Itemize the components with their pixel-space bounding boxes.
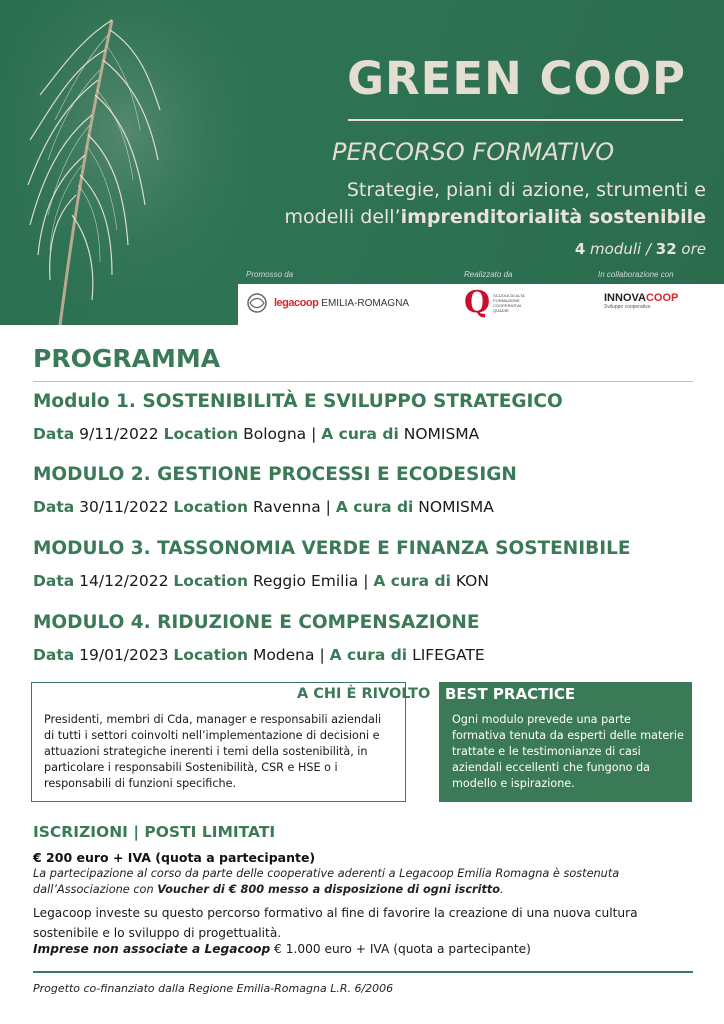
registration-title: ISCRIZIONI | POSTI LIMITATI [33, 823, 276, 841]
module-location: Modena [252, 646, 315, 664]
legacoop-paragraph: Legacoop investe su questo percorso formativo al fine di favorire la creazione di una nuova cultura sostenibile e lo sviluppo di progettualità. [33, 906, 638, 940]
voucher-highlight: Voucher di € 800 messo a disposizione di ogni iscritto [157, 882, 501, 896]
legacoop-brand: legacoop [274, 297, 319, 309]
innovacoop-logo [604, 292, 678, 310]
footer-divider [33, 971, 693, 973]
date-label: Data [33, 646, 75, 664]
course-hours [575, 240, 706, 258]
module-curator: NOMISMA [403, 425, 480, 443]
modules-label: moduli / [585, 240, 656, 258]
voucher-note-end: . [500, 882, 504, 896]
collaboration-label: In collaborazione con [598, 270, 674, 279]
description-line-1: Strategie, piani di azione, strumenti e [346, 179, 706, 201]
course-subtitle: PERCORSO FORMATIVO [332, 138, 615, 166]
description-text: modelli dell’ [284, 206, 401, 228]
legacoop-mark-icon [246, 292, 268, 314]
innovacoop-tagline: Sviluppo cooperativo [604, 304, 651, 310]
legacoop-logo [246, 292, 409, 314]
date-label: Data [33, 498, 75, 516]
module-curator: KON [455, 572, 489, 590]
module-3-title: MODULO 3. TASSONOMIA VERDE E FINANZA SOSTENIBILE [33, 538, 631, 559]
module-location: Bologna [243, 425, 307, 443]
module-curator: NOMISMA [418, 498, 494, 516]
module-date: 30/11/2022 [79, 498, 169, 516]
quadir-text: SCUOLA DI ALTA FORMAZIONE COOPERATIVA QUADIR [493, 293, 525, 313]
module-date: 14/12/2022 [79, 572, 169, 590]
promoted-by-label: Promosso da [246, 270, 294, 279]
made-by-label: Realizzato da [464, 270, 513, 279]
target-audience-title: A CHI È RIVOLTO [297, 686, 431, 702]
target-audience-text: Presidenti, membri di Cda, manager e responsabili aziendali di tutti i settori coinvolti nell’implementazione di decisioni e attuazioni strategiche inerenti i temi della sostenibilità, in particolare i responsabili Sostenibilità, CSR e HSE o i responsabili di funzioni specifiche. [44, 713, 382, 790]
title-divider [348, 119, 683, 121]
module-location: Ravenna [252, 498, 321, 516]
module-date: 19/01/2023 [79, 646, 169, 664]
best-practice-title: BEST PRACTICE [445, 685, 576, 703]
program-title: PROGRAMMA [33, 344, 221, 373]
module-4-info: Data 19/01/2023 Location Modena | A cura di LIFEGATE [33, 646, 485, 664]
hours-count: 32 [655, 240, 677, 258]
location-label: Location [173, 646, 249, 664]
non-associated-label: Imprese non associate a Legacoop [33, 942, 271, 956]
location-label: Location [173, 572, 249, 590]
module-3-info: Data 14/12/2022 Location Reggio Emilia | A cura di KON [33, 572, 489, 590]
date-label: Data [33, 425, 75, 443]
module-2-info: Data 30/11/2022 Location Ravenna | A cura di NOMISMA [33, 498, 494, 516]
location-label: Location [163, 425, 239, 443]
module-4-title: MODULO 4. RIDUZIONE E COMPENSAZIONE [33, 612, 480, 633]
hours-label: ore [676, 240, 706, 258]
coop-text: COOP [645, 292, 679, 304]
date-label: Data [33, 572, 75, 590]
module-1-info: Data 9/11/2022 Location Bologna | A cura di NOMISMA [33, 425, 480, 443]
modules-count: 4 [574, 240, 586, 258]
partner-logos [238, 284, 724, 325]
footer-note: Progetto co-finanziato dalla Regione Emilia-Romagna L.R. 6/2006 [33, 982, 394, 995]
description-line-2 [285, 204, 707, 231]
voucher-note [33, 866, 693, 897]
course-description [285, 177, 707, 231]
location-label: Location [173, 498, 249, 516]
module-1-title: Modulo 1. SOSTENIBILITÀ E SVILUPPO STRATEGICO [33, 391, 563, 412]
module-location: Reggio Emilia [252, 572, 359, 590]
registration-price: € 200 euro + IVA (quota a partecipante) [33, 850, 316, 865]
best-practice-text: Ogni modulo prevede una parte formativa tenuta da esperti delle materie trattate e le testimonianze di casi aziendali eccellenti che fungono da modello e ispirazione. [452, 713, 684, 790]
innova-text: INNOVA [604, 292, 646, 304]
non-associated-amount: € 1.000 euro + IVA (quota a partecipante) [270, 942, 531, 956]
module-2-title: MODULO 2. GESTIONE PROCESSI E ECODESIGN [33, 464, 517, 485]
curator-label: A cura di [321, 425, 399, 443]
program-divider [33, 381, 693, 382]
quadir-logo [464, 285, 533, 320]
voucher-note-text: La partecipazione al corso da parte delle cooperative aderenti a Legacoop Emilia Romagna è sostenuta dall’Associazione con [33, 867, 620, 896]
non-associated-price [33, 942, 531, 956]
curator-label: A cura di [329, 646, 408, 664]
curator-label: A cura di [335, 498, 414, 516]
hero-banner [0, 0, 724, 325]
pampas-grass-image [0, 0, 250, 325]
legacoop-region: EMILIA-ROMAGNA [321, 297, 410, 309]
innovacoop-brand [604, 292, 678, 304]
page-title: GREEN COOP [347, 52, 686, 105]
curator-label: A cura di [373, 572, 451, 590]
module-curator: LIFEGATE [412, 646, 485, 664]
module-date: 9/11/2022 [79, 425, 159, 443]
description-highlight: imprenditorialità sostenibile [400, 206, 706, 228]
quadir-mark: Q [464, 285, 491, 320]
